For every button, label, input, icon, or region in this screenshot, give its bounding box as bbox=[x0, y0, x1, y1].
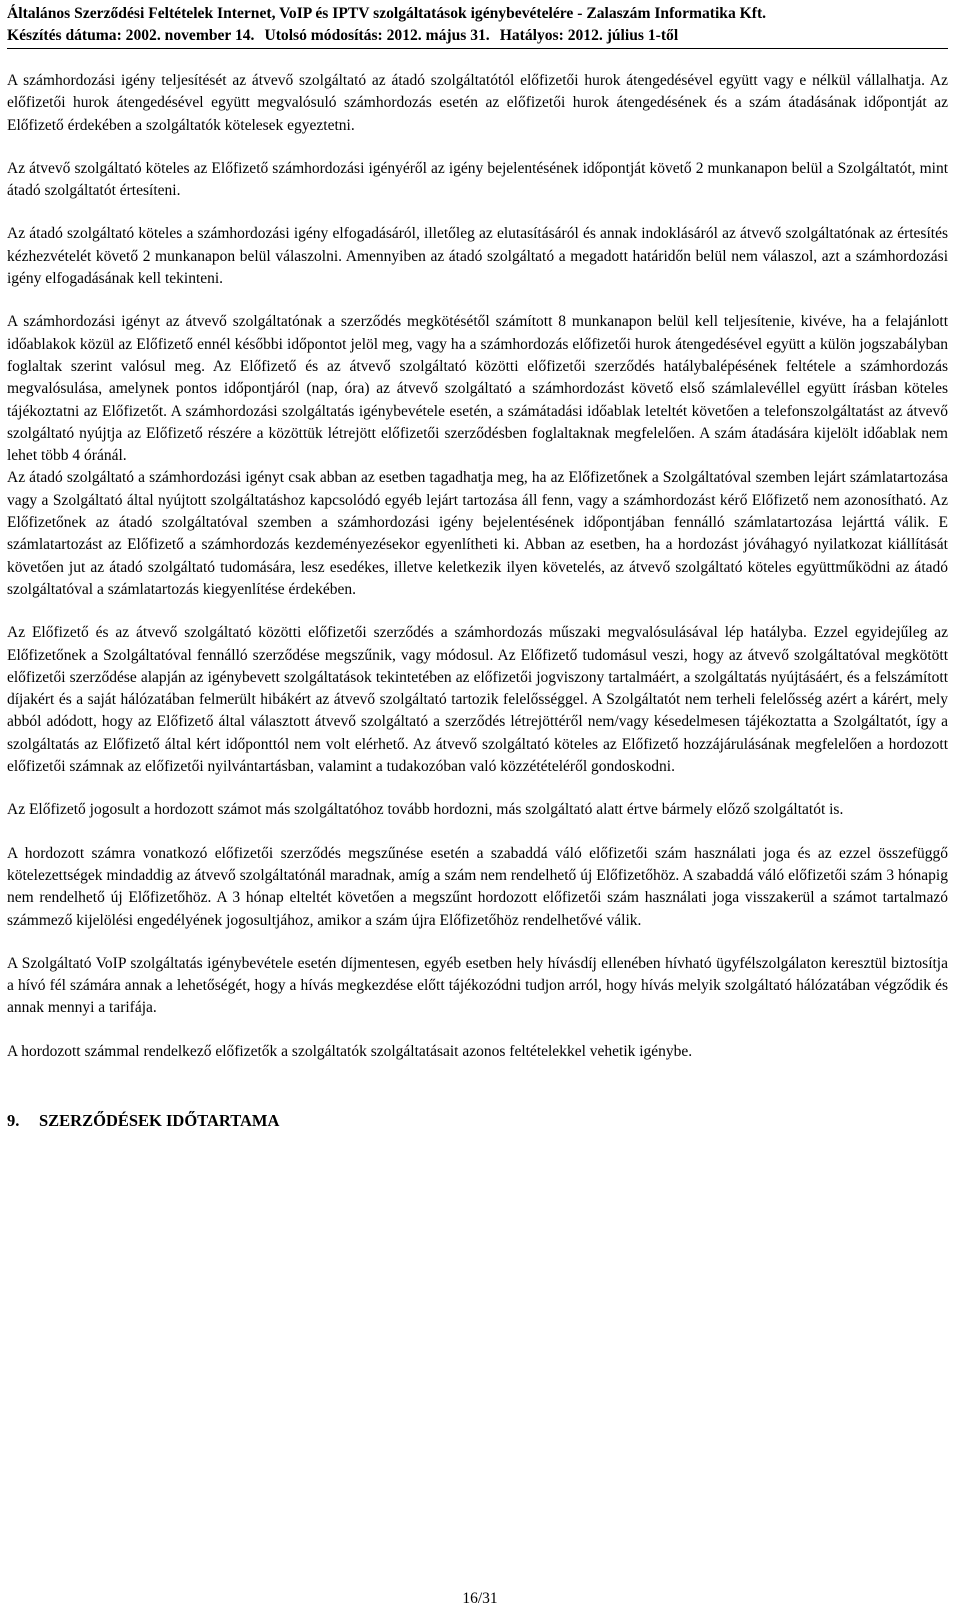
section-heading bbox=[7, 1109, 948, 1133]
paragraph: A számhordozási igényt az átvevő szolgáltatónak a szerződés megkötésétől számított 8 munkanapon belül kell teljesítenie, kivéve, ha a felajánlott időablakok közül az Előfizető ennél későbbi időpontot jelöl meg, vagy ha a számhordozás előfizetői hurok átengedésével együtt a külön jogszabályban foglaltak szerint valósul meg. Az Előfizető és az átvevő szolgáltató közötti előfizetői szerződés hatálybalépésének feltétele a számhordozás megvalósulása, amelynek pontos időpontjáról (nap, óra) az átvevő szolgáltató a számhordozást követő első számlalevéllel együtt írásban köteles tájékoztatni az Előfizetőt. A számhordozási szolgáltatás igénybevétele esetén, a számátadási időablak leteltét követően a telefonszolgáltatást az átvevő szolgáltató nyújtja az Előfizető részére a közöttük létrejött előfizetői szerződésben foglaltaknak megfelelően. A szám átadására kijelölt időablak nem lehet több 4 óránál. bbox=[7, 313, 948, 465]
header-effective-date: Hatályos: 2012. július 1-től bbox=[499, 27, 679, 44]
document-body bbox=[7, 70, 948, 1133]
paragraph: Az Előfizető és az átvevő szolgáltató közötti előfizetői szerződés a számhordozás műszaki megvalósulásával lép hatályba. Ezzel egyidejűleg az Előfizetőnek a Szolgáltatóval fennálló szerződése megszűnik, vagy módosul. Az Előfizető tudomásul veszi, hogy az átvevő szolgáltatóval megkötött előfizetői szerződése alapján az igénybevett szolgáltatások tekintetében az előfizetői jogviszony tartalmáért, a szolgáltatás nyújtásáért, és a felszámított díjakért és a saját hálózatában felmerült hibákért az átvevő szolgáltató tartozik felelősséggel. A Szolgáltatót nem terheli felelősség azért a kárért, mely abból adódott, hogy az Előfizető által választott átvevő szolgáltató a szerződés létrejöttéről nem/vagy késedelmesen tájékoztatta a Szolgáltatót, így a szolgáltatás az Előfizető által kért időponttól nem volt elérhető. Az átvevő szolgáltató köteles az Előfizető hozzájárulásának megfelelően a hordozott előfizetői számnak az előfizetői nyilvántartásban, valamint a tudakozóban való közzétételéről gondoskodni. bbox=[7, 624, 948, 776]
paragraph: Az átvevő szolgáltató köteles az Előfizető számhordozási igényéről az igény bejelentésének időpontját követő 2 munkanapon belül a Szolgáltatót, mint átadó szolgáltatót értesíteni. bbox=[7, 159, 948, 200]
section-title: SZERZŐDÉSEK IDŐTARTAMA bbox=[39, 1110, 280, 1130]
header-modified-date: Utolsó módosítás: 2012. május 31. bbox=[264, 27, 490, 44]
paragraph: A hordozott számra vonatkozó előfizetői szerződés megszűnése esetén a szabaddá váló előfizetői szám használati joga és az ezzel összefüggő kötelezettségek mindaddig az átvevő szolgáltatónál maradnak, amíg a szám nem rendelhető új Előfizetőhöz. A szabaddá váló előfizetői szám 3 hónapig nem rendelhető új Előfizetőhöz. A 3 hónap elteltét követően a megszűnt hordozott előfizetői szám használati joga visszakerül a számot tartalmazó számmező kijelölési engedélyének jogosultjához, amikor a szám újra Előfizetőhöz rendelhetővé válik. bbox=[7, 844, 948, 929]
section-number: 9. bbox=[7, 1110, 20, 1130]
header-dates bbox=[7, 25, 948, 47]
header-created-date: Készítés dátuma: 2002. november 14. bbox=[7, 27, 255, 44]
paragraph: A Szolgáltató VoIP szolgáltatás igénybevétele esetén díjmentesen, egyéb esetben hely hívásdíj ellenében hívható ügyfélszolgálaton keresztül biztosítja a hívó fél számára annak a lehetőségét, hogy a hívás megkezdése előtt tájékozódni tudjon arról, hogy hívás melyik szolgáltató hálózatában végződik és annak mennyi a tarifája. bbox=[7, 954, 948, 1017]
paragraph: Az Előfizető jogosult a hordozott számot más szolgáltatóhoz tovább hordozni, más szolgáltató alatt értve bármely előző szolgáltatót is. bbox=[7, 801, 844, 819]
header-title: Általános Szerződési Feltételek Internet, VoIP és IPTV szolgáltatások igénybevételére - Zalaszám Informatika Kft. bbox=[7, 5, 767, 22]
paragraph: Az átadó szolgáltató a számhordozási igényt csak abban az esetben tagadhatja meg, ha az Előfizetőnek a Szolgáltatóval szemben lejárt számlatartozása vagy a Szolgáltató által nyújtott szolgáltatáshoz kapcsolódó egyéb lejárt tartozása áll fenn, vagy a számhordozást kérő Előfizető nem azonosítható. Az Előfizetőnek az átadó szolgáltatóval szemben a számhordozási igény bejelentésének időpontjában fennálló számlatartozása lejárttá válik. E számlatartozást az Előfizető a számhordozás kezdeményezésekor egyenlítheti ki. Abban az esetben, ha a hordozást jóváhagyó nyilatkozat kiállítását követően jut az átadó szolgáltató tudomására, lesz esedékes, illetve keletkezik ilyen követelés, az átvevő szolgáltató köteles együttműködni az átadó szolgáltatóval a számlatartozás kiegyenlítése érdekében. bbox=[7, 469, 948, 598]
page-header bbox=[7, 0, 948, 49]
paragraph: A hordozott számmal rendelkező előfizetők a szolgáltatók szolgáltatásait azonos feltételekkel vehetik igénybe. bbox=[7, 1042, 693, 1060]
page-number: 16/31 bbox=[462, 1590, 498, 1607]
paragraph: Az átadó szolgáltató köteles a számhordozási igény elfogadásáról, illetőleg az elutasításáról és annak indoklásáról az átvevő szolgáltatónak az értesítés kézhezvételét követő 2 munkanapon belül válaszolni. Amennyiben az átadó szolgáltató a megadott határidőn belül nem válaszol, azt a számhordozási igény elfogadásának kell tekinteni. bbox=[7, 225, 948, 288]
paragraph: A számhordozási igény teljesítését az átvevő szolgáltató az átadó szolgáltatótól előfizetői hurok átengedésével együtt vagy e nélkül vállalhatja. Az előfizetői hurok átengedésével együtt megvalósuló számhordozás esetén az előfizetői hurok átengedésének és a szám átadásának időpontját az Előfizető érdekében a szolgáltatók kötelesek egyeztetni. bbox=[7, 72, 948, 134]
